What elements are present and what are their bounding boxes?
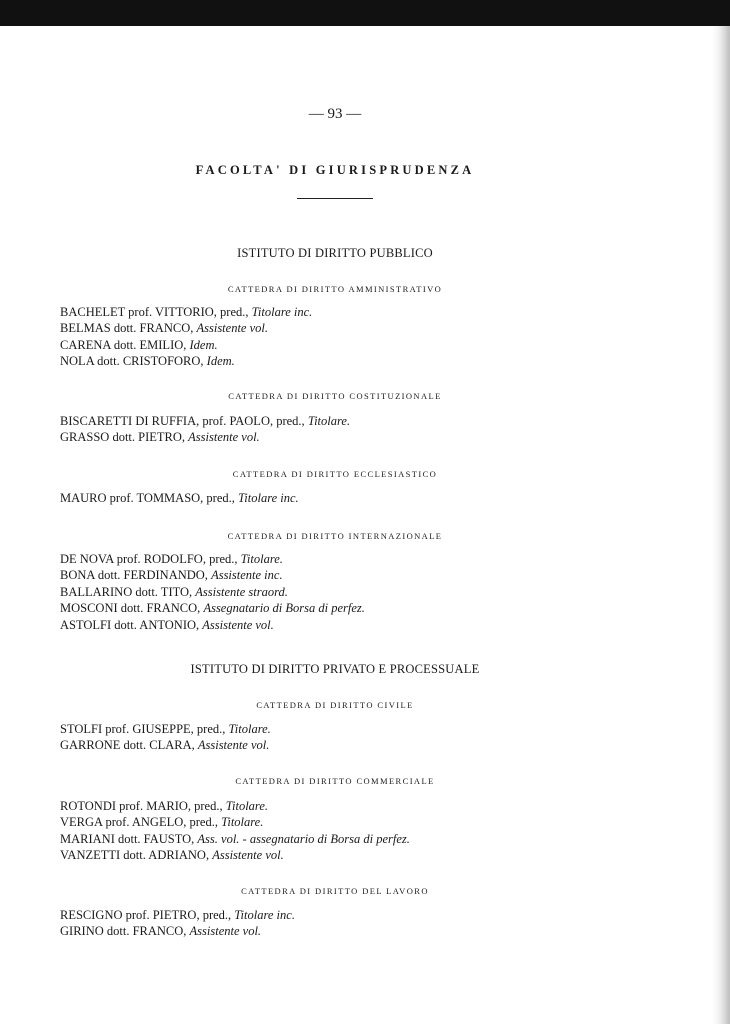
member-entry (60, 567, 660, 583)
member-entry (60, 429, 660, 445)
member-list (60, 798, 660, 864)
member-name: BISCARETTI DI RUFFIA, prof. PAOLO, pred., (60, 414, 305, 428)
member-role: Assistente inc. (211, 568, 283, 583)
member-name: BONA dott. FERDINANDO, (60, 568, 208, 583)
member-role: Titolare inc. (251, 305, 313, 319)
member-role: Titolare inc. (234, 908, 295, 922)
member-list (60, 721, 660, 754)
member-entry (60, 831, 660, 847)
scan-top-border (0, 0, 730, 26)
member-entry (60, 923, 660, 939)
chair-title: CATTEDRA DI DIRITTO ECCLESIASTICO (232, 469, 438, 479)
member-name: ROTONDI prof. MARIO, pred., (60, 799, 223, 813)
member-name: BACHELET prof. VITTORIO, pred., (60, 305, 249, 319)
member-role: Assistente straord. (195, 584, 288, 599)
chair-title: CATTEDRA DI DIRITTO CIVILE (256, 700, 414, 710)
member-role: Idem. (206, 354, 235, 369)
chair-title: CATTEDRA DI DIRITTO INTERNAZIONALE (227, 531, 443, 541)
member-role: Titolare. (307, 414, 351, 428)
member-entry (60, 320, 660, 336)
member-entry (60, 600, 660, 616)
member-role: Titolare. (225, 799, 268, 813)
member-list (60, 413, 660, 446)
member-role: Titolare. (228, 722, 271, 736)
chair-title: CATTEDRA DI DIRITTO COMMERCIALE (235, 776, 435, 786)
member-name: NOLA dott. CRISTOFORO, (60, 354, 204, 369)
member-entry (60, 584, 660, 600)
member-entry (60, 814, 660, 830)
institute-title: ISTITUTO DI DIRITTO PUBBLICO (237, 246, 433, 260)
member-role: Assistente vol. (189, 924, 262, 939)
member-name: CARENA dott. EMILIO, (60, 337, 187, 352)
member-role: Assegnatario di Borsa di perfez. (203, 601, 365, 616)
member-name: GIRINO dott. FRANCO, (60, 924, 187, 939)
member-role: Titolare. (240, 552, 283, 566)
member-list (60, 490, 660, 506)
member-name: BELMAS dott. FRANCO, (60, 321, 194, 336)
member-entry (60, 337, 660, 353)
member-role: Assistente vol. (212, 848, 284, 863)
member-role: Ass. vol. - assegnatario di Borsa di perfez. (197, 831, 410, 846)
member-list (60, 551, 660, 633)
member-entry (60, 737, 660, 753)
member-list (60, 304, 660, 370)
member-name: VANZETTI dott. ADRIANO, (60, 848, 210, 863)
member-name: BALLARINO dott. TITO, (60, 584, 193, 599)
member-entry (60, 490, 660, 506)
member-name: STOLFI prof. GIUSEPPE, pred., (60, 722, 226, 736)
member-entry (60, 721, 660, 737)
member-role: Assistente vol. (196, 321, 268, 336)
member-entry (60, 847, 660, 863)
member-role: Titolare inc. (238, 491, 299, 505)
member-role: Idem. (189, 337, 218, 352)
chair-title: CATTEDRA DI DIRITTO DEL LAVORO (241, 886, 429, 896)
member-entry (60, 551, 660, 567)
member-entry (60, 413, 660, 429)
member-entry (60, 617, 660, 633)
title-rule (297, 198, 373, 199)
member-name: MAURO prof. TOMMASO, pred., (60, 491, 235, 505)
institute-title: ISTITUTO DI DIRITTO PRIVATO E PROCESSUALE (190, 662, 480, 676)
member-name: VERGA prof. ANGELO, pred., (60, 815, 218, 830)
member-name: DE NOVA prof. RODOLFO, pred., (60, 552, 238, 566)
member-role: Assistente vol. (202, 617, 274, 632)
member-role: Titolare. (221, 815, 264, 830)
member-name: MARIANI dott. FAUSTO, (60, 831, 195, 846)
chair-title: CATTEDRA DI DIRITTO COSTITUZIONALE (228, 391, 442, 401)
member-list (60, 907, 660, 940)
member-name: ASTOLFI dott. ANTONIO, (60, 617, 200, 632)
member-name: GRASSO dott. PIETRO, (60, 430, 186, 445)
member-entry (60, 353, 660, 369)
page-number: — 93 — (308, 106, 362, 122)
member-entry (60, 907, 660, 923)
member-entry (60, 304, 660, 320)
member-role: Assistente vol. (197, 738, 270, 753)
member-role: Assistente vol. (188, 430, 260, 445)
faculty-title: FACOLTA' DI GIURISPRUDENZA (195, 163, 475, 177)
member-entry (60, 798, 660, 814)
scan-right-edge (712, 26, 730, 1024)
member-name: RESCIGNO prof. PIETRO, pred., (60, 908, 232, 922)
member-name: GARRONE dott. CLARA, (60, 738, 195, 753)
chair-title: CATTEDRA DI DIRITTO AMMINISTRATIVO (227, 284, 443, 294)
member-name: MOSCONI dott. FRANCO, (60, 601, 201, 616)
